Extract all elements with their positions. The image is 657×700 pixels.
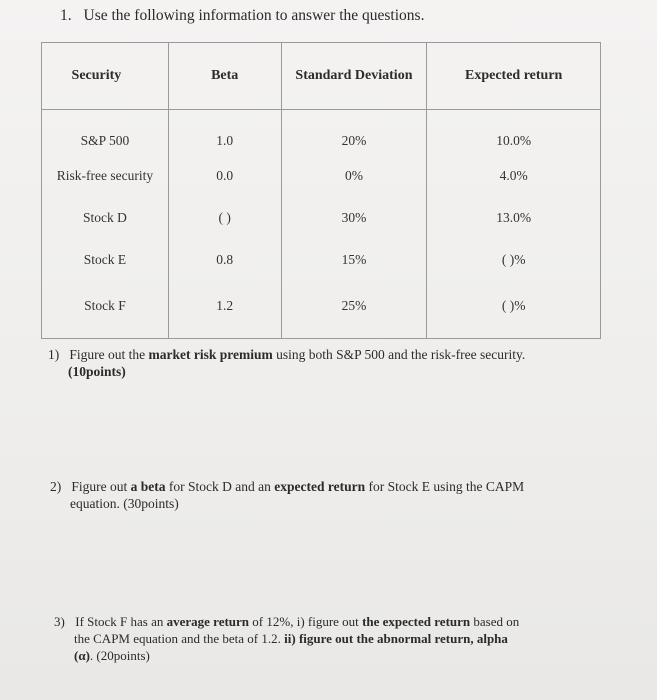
cell-security: Stock D [42,197,169,239]
question-3-line3 [54,647,614,664]
cell-beta: ( ) [168,197,281,239]
question-2-text-mid: for Stock D and an [165,479,275,494]
question-1-text: Figure out the [69,347,149,362]
cell-std-dev: 30% [281,197,427,239]
header-expected-return: Expected return [427,43,601,110]
question-1-points: (10points) [68,364,126,379]
table-row [42,239,601,281]
table-row [42,281,601,339]
cell-beta: 0.0 [168,155,281,197]
question-3 [54,613,614,664]
question-2-line2: equation. (30points) [70,496,179,511]
question-3-alpha: (α) [74,648,90,663]
security-table [41,42,601,339]
question-2-emphasis-return: expected return [274,479,366,494]
question-2-text-end: for Stock E using the CAPM [365,479,525,494]
question-3-number: 3) [54,614,65,629]
cell-std-dev: 15% [281,239,427,281]
header-standard-deviation: Standard Deviation [281,43,427,110]
question-3-points: . (20points) [89,648,150,663]
question-heading [60,7,424,25]
cell-expected-return: 10.0% [427,110,601,156]
question-3-emphasis-expected: the expected return [362,614,471,629]
cell-std-dev: 0% [281,155,427,197]
question-2-number: 2) [50,479,62,494]
cell-security: Stock E [42,239,169,281]
cell-expected-return: 13.0% [427,197,601,239]
cell-beta: 0.8 [168,239,281,281]
table-row [42,155,601,197]
question-2-emphasis-beta: a beta [130,479,166,494]
question-3-line2-emphasis: ii) figure out the abnormal return, alpha [284,631,508,646]
question-3-text-end: based on [470,614,520,629]
header-beta: Beta [168,43,281,110]
cell-std-dev: 25% [281,281,427,339]
table-header-row [42,43,601,110]
question-3-line2-text: the CAPM equation and the beta of 1.2. [74,631,285,646]
question-3-line2 [54,630,614,647]
cell-beta: 1.2 [168,281,281,339]
table-row [42,197,601,239]
question-1-emphasis: market risk premium [148,347,273,362]
cell-expected-return: ( )% [427,281,601,339]
question-2-text: Figure out [71,479,131,494]
cell-expected-return: ( )% [427,239,601,281]
cell-expected-return: 4.0% [427,155,601,197]
cell-security: Risk-free security [42,155,169,197]
cell-security: S&P 500 [42,110,169,156]
question-1-number: 1) [48,347,60,362]
question-3-emphasis-average: average return [166,614,250,629]
header-security: Security [42,43,169,110]
cell-beta: 1.0 [168,110,281,156]
heading-text: Use the following information to answer the questions. [83,7,425,24]
heading-number: 1. [60,7,72,24]
question-1-text-end: using both S&P 500 and the risk-free security. [272,347,526,362]
cell-std-dev: 20% [281,110,427,156]
question-3-text: If Stock F has an [75,614,167,629]
question-1 [48,346,525,380]
cell-security: Stock F [42,281,169,339]
question-2 [50,478,524,512]
table-row [42,110,601,156]
question-3-text-mid: of 12%, i) figure out [249,614,363,629]
